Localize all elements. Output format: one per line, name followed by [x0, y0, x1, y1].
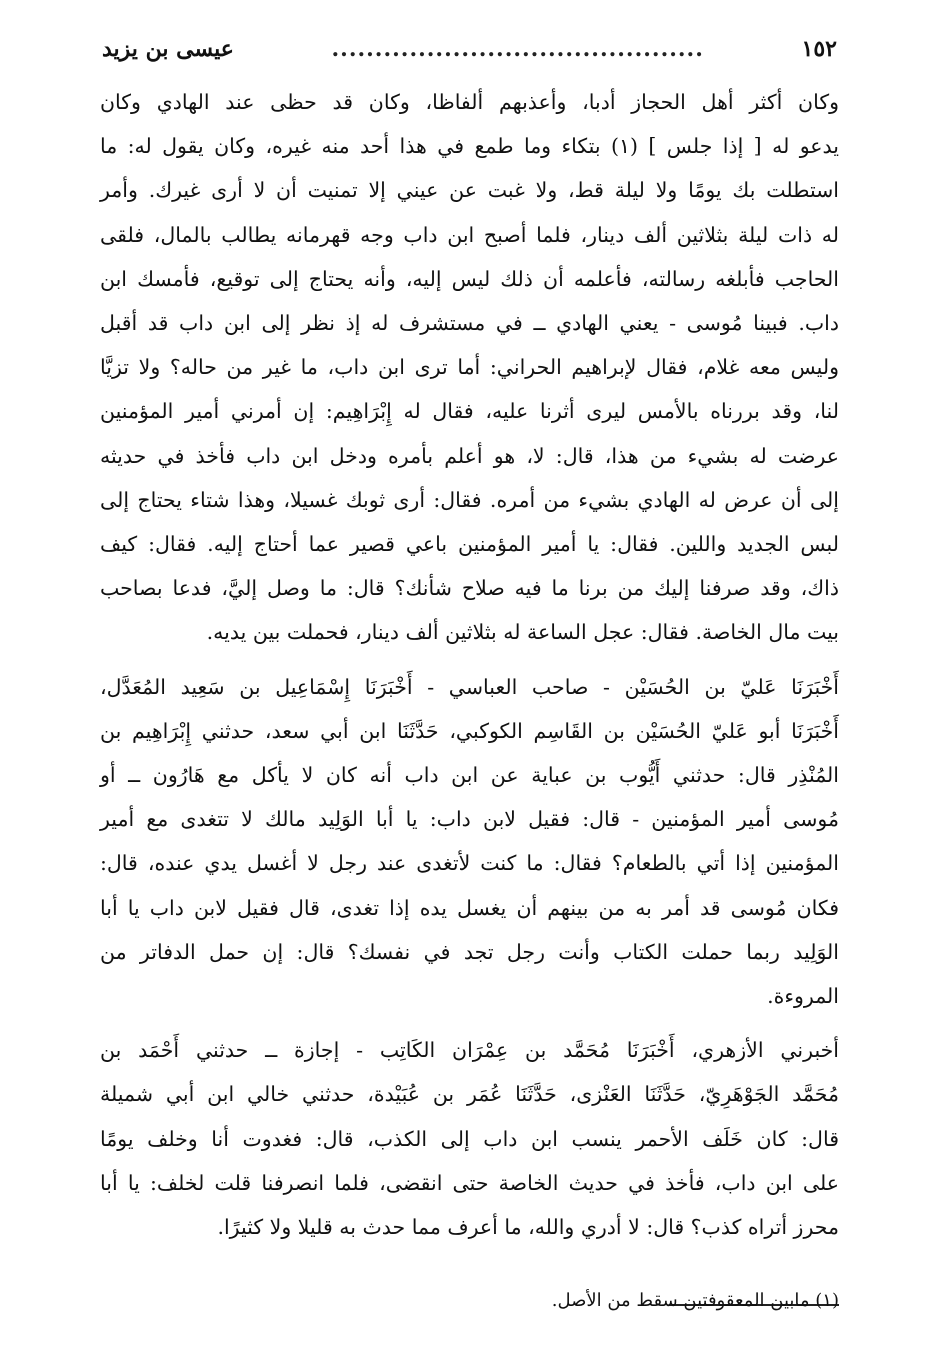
text-line: عرضت له بشيء من هذا، قال: لا، هو أعلم بأمره ودخل ابن داب فأخذ في حديثه: [100, 443, 839, 468]
body-text: [100, 80, 839, 1249]
text-line: الوَلِيد ربما حملت الكتاب وأنت رجل تجد في نفسك؟ قال: إن حمل الدفاتر من: [100, 939, 839, 964]
text-line: المروءة.: [767, 984, 839, 1009]
leader-dots: ...........................................: [331, 36, 704, 62]
text-line: المُنْذِر قال: حدثني أَيُّوب بن عباية عن ابن داب أنه كان لا يأكل مع هَارُون ــ أو: [100, 763, 839, 788]
text-line: محرز أتراه كذب؟ قال: لا أدري والله، ما أعرف مما حدث به قليلا ولا كثيرًا.: [217, 1215, 839, 1240]
text-line: بيت مال الخاصة. فقال: عجل الساعة له بثلاثين ألف دينار، فحملت بين يديه.: [206, 620, 839, 645]
footnote: (١) مابين المعقوفتين سقط من الأصل.: [551, 1290, 839, 1311]
text-line: المؤمنين إذا أتي بالطعام؟ فقال: ما كنت لأتغدى عند رجل لا أغسل يدي عنده، قال:: [100, 851, 839, 876]
text-line: ذاك، وقد صرفنا إليك من برنا ما فيه صلاح شأنك؟ قال: ما وصل إليَّ، فدعا بصاحب: [100, 576, 839, 601]
text-line: استطلت بك يومًا ولا ليلة قط، ولا غبت عن عيني إلا تمنيت أن لا أرى غيرك. وأمر: [100, 178, 839, 203]
text-line: لنا، وقد بررناه بالأمس ليرى أثرنا عليه، فقال له إِبْرَاهِيم: إن أمرني أمير المؤمنين: [100, 399, 839, 424]
text-line: وكان أكثر أهل الحجاز أدبا، وأعذبهم ألفاظا، وكان قد حظى عند الهادي وكان: [100, 90, 839, 114]
text-line: إلى أن عرض له الهادي بشيء من أمره. فقال: أرى ثوبك غسيلا، وهذا شتاء يحتاج إلى: [100, 487, 839, 512]
paragraph-3: [100, 1028, 839, 1249]
text-line: مُوسى أمير المؤمنين - قال: فقيل لابن داب: يا أبا الوَلِيد مالك لا تتغدى مع أمير: [100, 807, 839, 832]
text-line: على ابن داب، فأخذ في حديث الخاصة حتى انقضى، فلما انصرفنا قلت لخلف: يا أبا: [100, 1170, 839, 1195]
paragraph-2: [100, 665, 839, 1019]
text-line: وليس معه غلام، فقال لإبراهيم الحراني: أما ترى ابن داب، ما غير من حاله؟ ولا تزيَّا: [100, 355, 839, 380]
text-line: له ذات ليلة بثلاثين ألف دينار، فلما أصبح ابن داب وجه قهرمانه يطالب بالمال، فلقى: [100, 222, 839, 247]
text-line: أخبرني الأزهري، أَخْبَرَنَا مُحَمَّد بن عِمْرَان الكَاتِب - إجازة ــ حدثني أَحْمَد بن: [100, 1038, 839, 1063]
text-line: مُحَمَّد الجَوْهَرِيّ، حَدَّثَنَا العَنْزى، حَدَّثَنَا عُمَر بن عُبَيْدة، حدثني خالي ابن أبي شميلة: [100, 1082, 839, 1107]
text-line: يدعو له [ إذا جلس ] (١) بتكاء وما طمع في هذا أحد منه غيره، وكان يقول له: ما: [100, 134, 839, 159]
text-line: داب. فبينا مُوسى - يعني الهادي ــ في مستشرف له إذ نظر إلى ابن داب قد أقبل: [100, 311, 839, 336]
running-title: عيسى بن يزيد: [102, 36, 234, 62]
page-number: ١٥٢: [801, 36, 837, 62]
text-line: أَخْبَرَنَا أبو عَليّ الحُسَيْن بن القَاسِم الكوكبي، حَدَّثَنَا ابن أبي سعد، حدثني إِبْرَاهِيم بن: [100, 718, 839, 743]
text-line: لبس الجديد واللين. فقال: يا أمير المؤمنين باعي قصير عما أحتاج إليه. فقال: كيف: [100, 532, 839, 557]
text-line: الحاجب فأبلغه رسالته، فأعلمه أن ذلك ليس إليه، وأنه يحتاج إلى توقيع، فأمسك ابن: [100, 266, 839, 291]
text-line: فكان مُوسى قد أمر به من بينهم أن يغسل يده إذا تغدى، قال فقيل لابن داب يا أبا: [100, 895, 839, 920]
running-head: [100, 36, 839, 80]
paragraph-1: [100, 80, 839, 655]
text-line: أَخْبَرَنَا عَليّ بن الحُسَيْن - صاحب العباسي - أَخْبَرَنَا إِسْمَاعِيل بن سَعِيد المُعَدَّل،: [100, 674, 839, 699]
text-line: قال: كان خَلَف الأحمر ينسب ابن داب إلى الكذب، قال: فغدوت أنا وخلف يومًا: [100, 1126, 839, 1151]
